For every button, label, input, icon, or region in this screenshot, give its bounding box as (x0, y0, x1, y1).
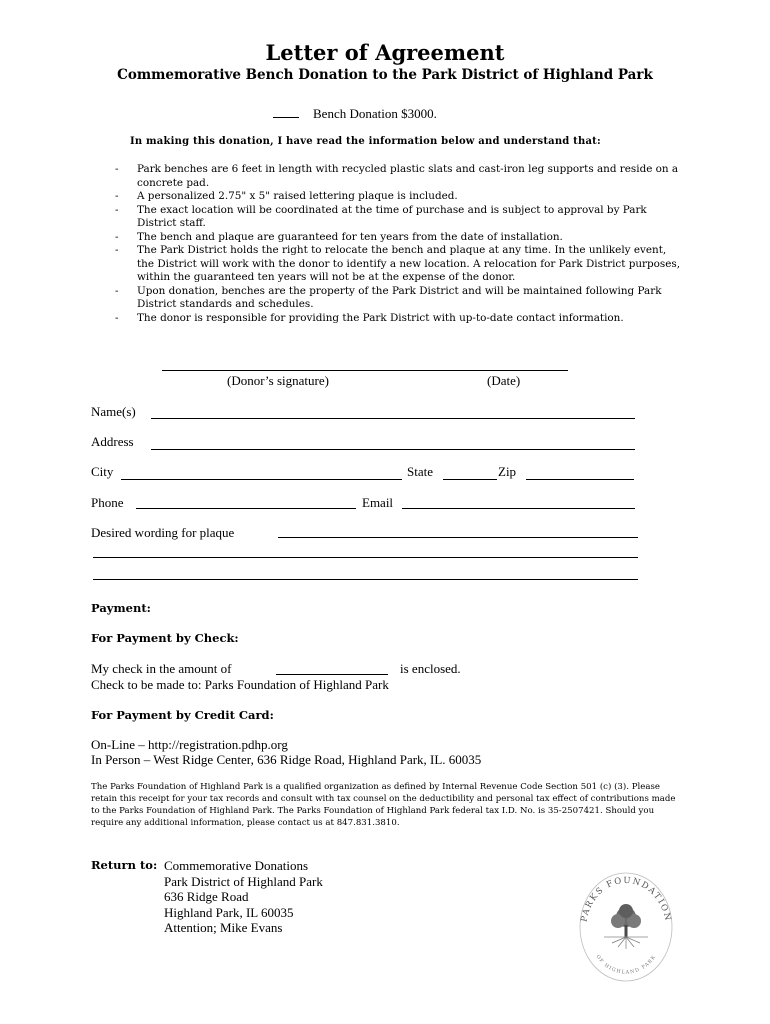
in-person-payment: In Person – West Ridge Center, 636 Ridge Road, Highland Park, IL. 60035 (91, 752, 482, 767)
terms-item: - The Park District holds the right to relocate the bench and plaque at any time. In the unlikely event, the District will work with the donor to identify a new location. A relocation for Park District purposes, within the guaranteed ten years will not be at the expense of the donor. (112, 244, 682, 285)
page-title: Letter of Agreement (265, 40, 505, 65)
plaque-wording-field[interactable] (278, 537, 638, 538)
names-label: Name(s) (91, 404, 136, 419)
return-address-line: Attention; Mike Evans (164, 920, 283, 935)
terms-item: - The donor is responsible for providing the Park District with up-to-date contact information. (112, 312, 682, 326)
return-address (164, 858, 323, 936)
check-amount-prefix: My check in the amount of (91, 661, 232, 676)
check-payment-heading: For Payment by Check: (91, 631, 239, 645)
return-address-line: Highland Park, IL 60035 (164, 904, 294, 920)
terms-list (112, 163, 682, 325)
date-label: (Date) (487, 373, 521, 388)
terms-intro: In making this donation, I have read the information below and understand that: (130, 136, 601, 147)
address-label: Address (91, 434, 134, 449)
donation-option-label: Bench Donation $3000. (313, 106, 437, 121)
terms-item: - The bench and plaque are guaranteed for ten years from the date of installation. (112, 231, 682, 245)
logo-bottom-text: OF HIGHLAND PARK (594, 954, 658, 976)
zip-label: Zip (498, 464, 517, 479)
city-label: City (91, 464, 114, 479)
plaque-wording-line-2[interactable] (93, 557, 638, 558)
return-address-line: Park District of Highland Park (164, 873, 323, 889)
address-field[interactable] (151, 449, 635, 450)
donation-option (273, 106, 437, 122)
signature-line[interactable] (162, 370, 568, 371)
logo-top-text: PARKS FOUNDATION (579, 875, 673, 923)
page-subtitle: Commemorative Bench Donation to the Park District of Highland Park (117, 67, 653, 83)
plaque-wording-line-3[interactable] (93, 579, 638, 580)
parks-foundation-logo (576, 867, 676, 987)
plaque-wording-label: Desired wording for plaque (91, 525, 235, 540)
email-field[interactable] (402, 508, 635, 509)
state-label: State (407, 464, 433, 479)
check-amount-field[interactable] (276, 674, 388, 675)
phone-label: Phone (91, 495, 124, 510)
terms-item: - Park benches are 6 feet in length with recycled plastic slats and cast-iron leg supports and reside on a concrete pad. (112, 163, 682, 190)
card-payment-heading: For Payment by Credit Card: (91, 708, 274, 722)
zip-field[interactable] (526, 479, 634, 480)
tree-icon (604, 904, 648, 949)
state-field[interactable] (443, 479, 497, 480)
donation-checkbox-line[interactable] (273, 117, 299, 118)
return-address-line: 636 Ridge Road (164, 889, 249, 904)
donor-signature-label: (Donor’s signature) (227, 373, 329, 388)
names-field[interactable] (151, 418, 635, 419)
terms-item: - The exact location will be coordinated at the time of purchase and is subject to approval by Park District staff. (112, 204, 682, 231)
online-payment: On-Line – http://registration.pdhp.org (91, 737, 288, 752)
check-payee: Check to be made to: Parks Foundation of Highland Park (91, 677, 389, 692)
return-to-label: Return to: (91, 858, 158, 872)
check-amount-suffix: is enclosed. (400, 661, 461, 676)
payment-heading: Payment: (91, 601, 151, 615)
phone-field[interactable] (136, 508, 356, 509)
return-address-line: Commemorative Donations (164, 858, 309, 873)
terms-item: - Upon donation, benches are the property of the Park District and will be maintained following Park District standards and schedules. (112, 285, 682, 312)
city-field[interactable] (121, 479, 402, 480)
email-label: Email (362, 495, 394, 510)
tax-disclaimer: The Parks Foundation of Highland Park is a qualified organization as defined by Internal Revenue Code Section 501 (c) (3). Please retain this receipt for your tax records and consult with tax counsel on the deductibility and personal tax effect of contributions made to the Parks Foundation of Highland Park. The Parks Foundation of Highland Park federal tax I.D. No. is 35-2507421. Should you require any additional information, please contact us at 847.831.3810. (91, 782, 676, 828)
terms-item: - A personalized 2.75" x 5" raised lettering plaque is included. (112, 190, 682, 204)
